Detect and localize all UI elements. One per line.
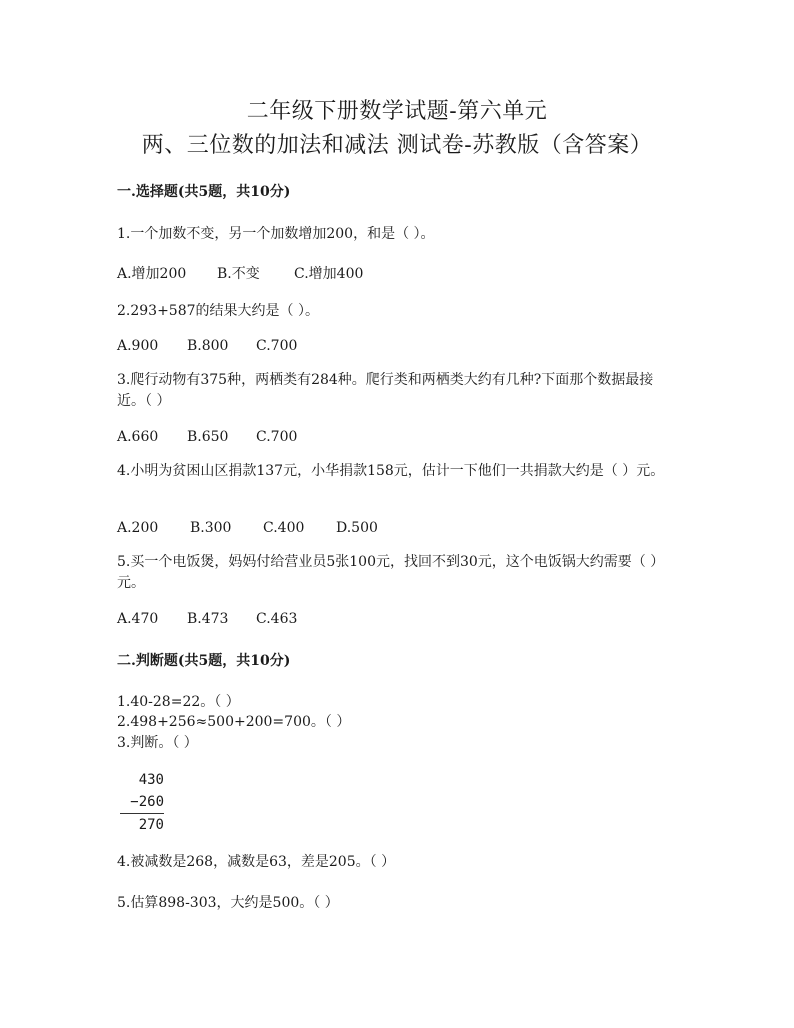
option: C.463 bbox=[256, 611, 298, 627]
question-options bbox=[117, 429, 297, 445]
option: C.400 bbox=[263, 520, 305, 536]
option: D.500 bbox=[336, 520, 378, 536]
judge-question-5: 5.估算898-303，大约是500。（ ） bbox=[117, 895, 339, 911]
question-options bbox=[117, 520, 378, 536]
question-options bbox=[117, 338, 297, 354]
judge-question-4: 4.被减数是268，减数是63，差是205。（ ） bbox=[117, 854, 396, 870]
option: A.470 bbox=[117, 611, 159, 627]
question-options bbox=[117, 611, 297, 627]
page-subtitle: 两、三位数的加法和减法 测试卷-苏教版（含答案） bbox=[141, 133, 653, 158]
question-text: 1.一个加数不变，另一个加数增加200，和是（ ）。 bbox=[117, 226, 435, 242]
option: B.800 bbox=[187, 338, 229, 354]
question-text: 2.293+587的结果大约是（ ）。 bbox=[117, 303, 319, 319]
judge-question-1: 1.40-28=22。（ ） bbox=[117, 694, 240, 710]
option: B.300 bbox=[190, 520, 232, 536]
option: B.473 bbox=[187, 611, 229, 627]
option: B.650 bbox=[187, 429, 229, 445]
section-heading-choice: 一.选择题(共5题，共10分) bbox=[117, 184, 291, 200]
minuend: 430 bbox=[138, 772, 164, 788]
option: A.200 bbox=[117, 520, 159, 536]
question-options bbox=[117, 263, 363, 283]
question-text: 5.买一个电饭煲，妈妈付给营业员5张100元，找回不到30元，这个电饭锅大约需要（ ）元。 bbox=[117, 554, 665, 591]
option: A.900 bbox=[117, 338, 159, 354]
question-text: 3.爬行动物有375种，两栖类有284种。爬行类和两栖类大约有几种?下面那个数据最接近。（ ） bbox=[117, 372, 654, 409]
option: A.增加200 bbox=[117, 266, 187, 282]
option: C.700 bbox=[256, 429, 298, 445]
option: C.增加400 bbox=[294, 266, 364, 282]
question-text: 4.小明为贫困山区捐款137元，小华捐款158元，估计一下他们一共捐款大约是（ ）元。 bbox=[117, 463, 665, 479]
subtrahend: −260 bbox=[130, 794, 164, 810]
difference: 270 bbox=[138, 817, 164, 833]
section-heading-judge: 二.判断题(共5题，共10分) bbox=[117, 653, 291, 669]
judge-question-3: 3.判断。（ ） bbox=[117, 735, 198, 751]
judge-question-2: 2.498+256≈500+200=700。（ ） bbox=[117, 714, 351, 730]
option: A.660 bbox=[117, 429, 159, 445]
option: B.不变 bbox=[217, 266, 260, 282]
page-title: 二年级下册数学试题-第六单元 bbox=[246, 99, 548, 124]
option: C.700 bbox=[256, 338, 298, 354]
vertical-calculation bbox=[120, 769, 164, 836]
